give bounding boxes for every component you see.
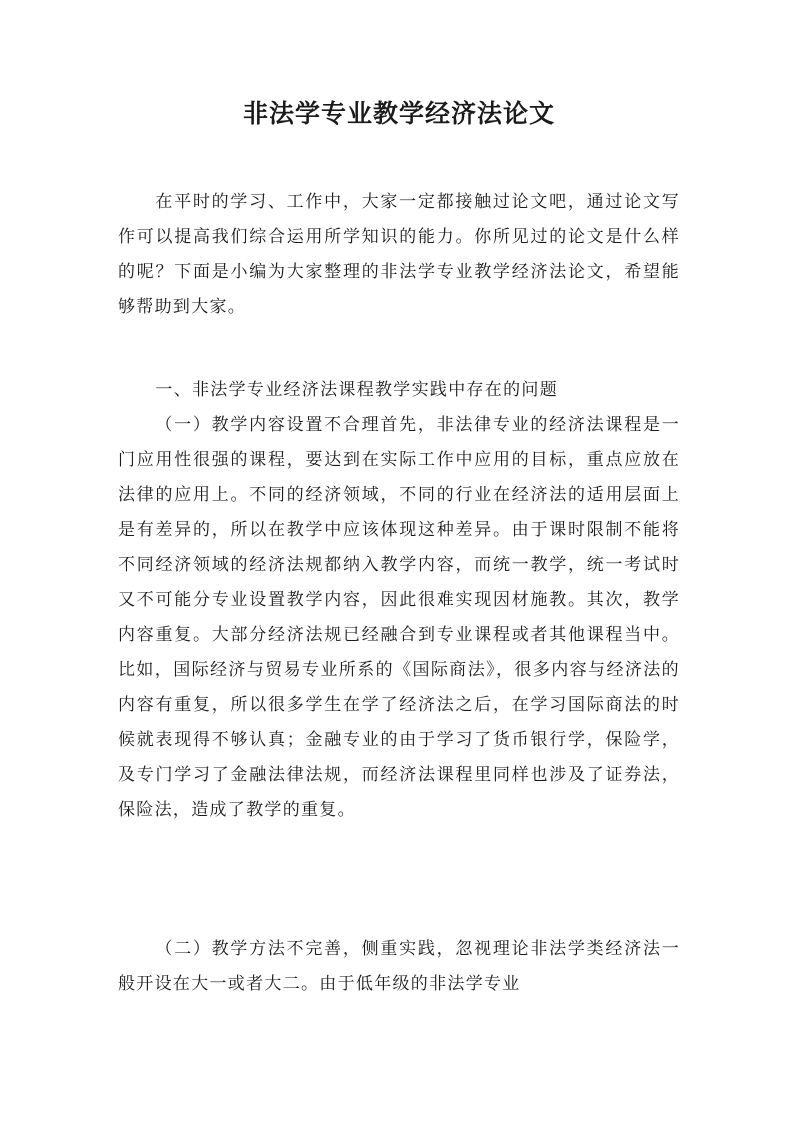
- section-two-paragraph: （二）教学方法不完善，侧重实践，忽视理论非法学类经济法一般开设在大一或者大二。由于低年级的非法学专业: [118, 939, 680, 994]
- section-one-paragraph: （一）教学内容设置不合理首先，非法律专业的经济法课程是一门应用性很强的课程，要达到在实际工作中应用的目标，重点应放在法律的应用上。不同的经济领域，不同的行业在经济法的适用层面上是有差异的，所以在教学中应该体现这种差异。由于课时限制不能将不同经济领域的经济法规都纳入教学内容，而统一教学，统一考试时又不可能分专业设置教学内容，因此很难实现因材施教。其次，教学内容重复。大部分经济法规已经融合到专业课程或者其他课程当中。比如，国际经济与贸易专业所系的《国际商法》，很多内容与经济法的内容有重复，所以很多学生在学了经济法之后，在学习国际商法的时候就表现得不够认真；金融专业的由于学习了货币银行学，保险学，及专门学习了金融法律法规，而经济法课程里同样也涉及了证券法，保险法，造成了教学的重复。: [118, 415, 680, 820]
- section-heading: 一、非法学专业经济法课程教学实践中存在的问题: [155, 380, 558, 400]
- intro-paragraph: 在平时的学习、工作中，大家一定都接触过论文吧，通过论文写作可以提高我们综合运用所学知识的能力。你所见过的论文是什么样的呢？下面是小编为大家整理的非法学专业教学经济法论文，希望能够帮助到大家。: [118, 192, 680, 317]
- document-title: 非法学专业教学经济法论文: [242, 99, 555, 128]
